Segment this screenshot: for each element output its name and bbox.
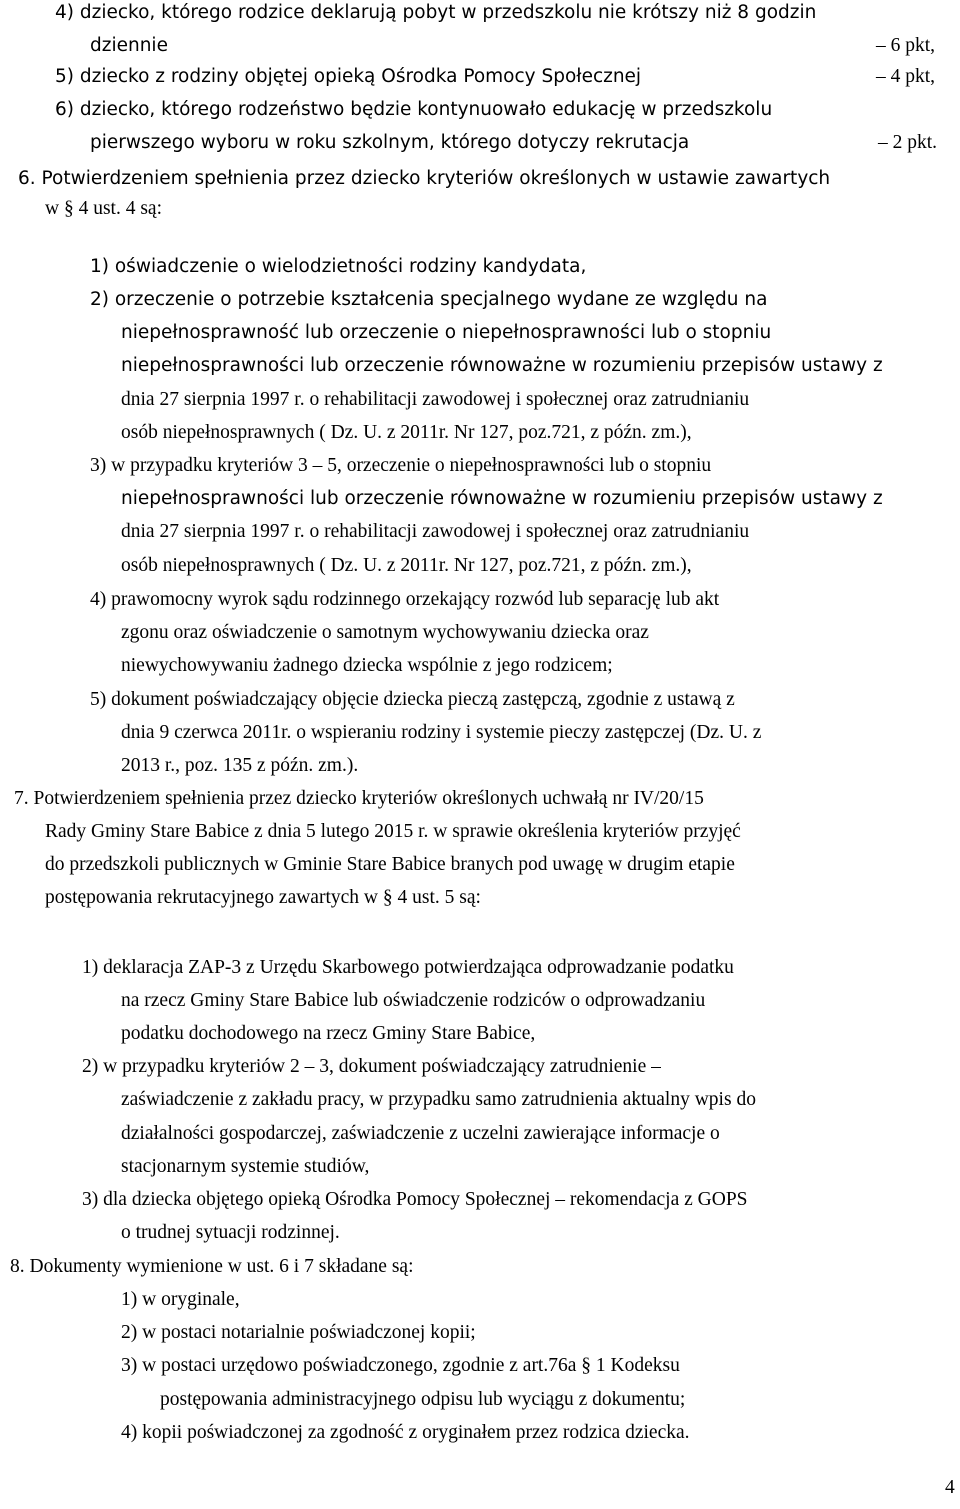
list-item: 2) orzeczenie o potrzebie kształcenia specjalnego wydane ze względu na — [90, 289, 768, 310]
list-item: 4) prawomocny wyrok sądu rodzinnego orzekający rozwód lub separację lub akt — [90, 589, 720, 610]
text-line: dnia 27 sierpnia 1997 r. o rehabilitacji zawodowej i społecznej oraz zatrudnianiu — [121, 521, 750, 542]
text-line: pierwszego wyboru w roku szkolnym, którego dotyczy rekrutacja — [90, 132, 690, 153]
text-line: osób niepełnosprawnych ( Dz. U. z 2011r. Nr 127, poz.721, z późn. zm.), — [121, 555, 692, 576]
list-item: 5) dokument poświadczający objęcie dziecka pieczą zastępczą, zgodnie z ustawą z — [90, 689, 735, 710]
list-item: 4) kopii poświadczonej za zgodność z oryginałem przez rodzica dziecka. — [121, 1422, 690, 1443]
section-heading: 6. Potwierdzeniem spełnienia przez dziecko kryteriów określonych w ustawie zawartych — [18, 168, 831, 189]
text-line: zaświadczenie z zakładu pracy, w przypadku samo zatrudnienia aktualny wpis do — [121, 1089, 756, 1110]
text-line: niewychowywaniu żadnego dziecka wspólnie z jego rodzicem; — [121, 655, 613, 676]
text-line: Rady Gminy Stare Babice z dnia 5 lutego 2015 r. w sprawie określenia kryteriów przyjęć — [45, 821, 741, 842]
page-number: 4 — [945, 1477, 955, 1498]
text-line: stacjonarnym systemie studiów, — [121, 1156, 370, 1177]
text-line: – 6 pkt, — [876, 35, 936, 56]
list-item: 3) w przypadku kryteriów 3 – 5, orzeczenie o niepełnosprawności lub o stopniu — [90, 455, 712, 476]
text-line: niepełnosprawność lub orzeczenie o niepełnosprawności lub o stopniu — [121, 322, 772, 343]
list-item: 2) w postaci notarialnie poświadczonej kopii; — [121, 1322, 476, 1343]
text-line: postępowania administracyjnego odpisu lub wyciągu z dokumentu; — [160, 1389, 686, 1410]
text-line: na rzecz Gminy Stare Babice lub oświadczenie rodziców o odprowadzaniu — [121, 990, 706, 1011]
text-line: – 4 pkt, — [876, 66, 936, 87]
text-line: dnia 9 czerwca 2011r. o wspieraniu rodziny i systemie pieczy zastępczej (Dz. U. z — [121, 722, 762, 743]
list-item: 3) dla dziecka objętego opieką Ośrodka Pomocy Społecznej – rekomendacja z GOPS — [82, 1189, 748, 1210]
list-item: 3) w postaci urzędowo poświadczonego, zgodnie z art.76a § 1 Kodeksu — [121, 1355, 680, 1376]
text-line: do przedszkoli publicznych w Gminie Stare Babice branych pod uwagę w drugim etapie — [45, 854, 735, 875]
text-line: niepełnosprawności lub orzeczenie równoważne w rozumieniu przepisów ustawy z — [121, 488, 883, 509]
text-line: działalności gospodarczej, zaświadczenie z uczelni zawierające informacje o — [121, 1123, 720, 1144]
text-line: zgonu oraz oświadczenie o samotnym wychowywaniu dziecka oraz — [121, 622, 649, 643]
text-line: niepełnosprawności lub orzeczenie równoważne w rozumieniu przepisów ustawy z — [121, 355, 883, 376]
text-line: dnia 27 sierpnia 1997 r. o rehabilitacji zawodowej i społecznej oraz zatrudnianiu — [121, 389, 750, 410]
text-line: 6) dziecko, którego rodzeństwo będzie kontynuowało edukację w przedszkolu — [55, 99, 773, 120]
list-item: 2) w przypadku kryteriów 2 – 3, dokument poświadczający zatrudnienie – — [82, 1056, 661, 1077]
section-heading: 7. Potwierdzeniem spełnienia przez dziecko kryteriów określonych uchwałą nr IV/20/15 — [14, 788, 704, 809]
text-line: w § 4 ust. 4 są: — [45, 198, 162, 219]
text-line: 5) dziecko z rodziny objętej opieką Ośrodka Pomocy Społecznej — [55, 66, 642, 87]
text-line: o trudnej sytuacji rodzinnej. — [121, 1222, 340, 1243]
section-heading: 8. Dokumenty wymienione w ust. 6 i 7 składane są: — [10, 1256, 414, 1277]
text-line: – 2 pkt. — [878, 132, 938, 153]
list-item: 1) oświadczenie o wielodzietności rodziny kandydata, — [90, 256, 587, 277]
text-line: osób niepełnosprawnych ( Dz. U. z 2011r. Nr 127, poz.721, z późn. zm.), — [121, 422, 692, 443]
text-line: podatku dochodowego na rzecz Gminy Stare Babice, — [121, 1023, 536, 1044]
list-item: 1) deklaracja ZAP-3 z Urzędu Skarbowego potwierdzająca odprowadzanie podatku — [82, 957, 734, 978]
text-line: 2013 r., poz. 135 z późn. zm.). — [121, 755, 359, 776]
text-line: dziennie — [90, 35, 168, 56]
text-line: postępowania rekrutacyjnego zawartych w § 4 ust. 5 są: — [45, 887, 481, 908]
text-line: 4) dziecko, którego rodzice deklarują pobyt w przedszkolu nie krótszy niż 8 godzin — [55, 2, 817, 23]
list-item: 1) w oryginale, — [121, 1289, 240, 1310]
